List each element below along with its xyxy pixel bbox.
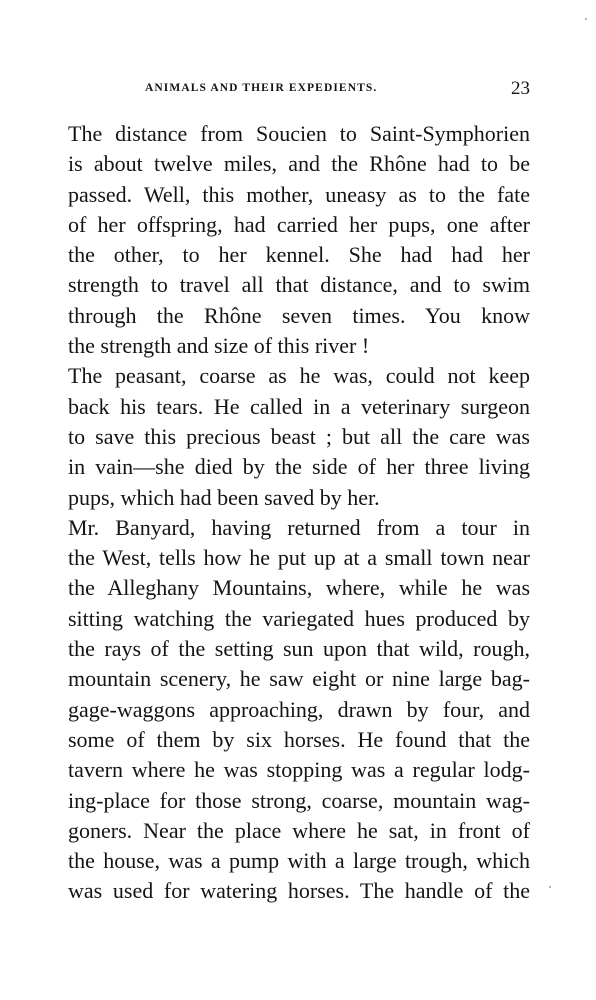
- text-line: to save this precious beast ; but all the care was: [68, 423, 530, 449]
- text-line: the West, tells how he put up at a small town near: [68, 545, 530, 571]
- text-line: back his tears. He called in a veterinary surgeon: [68, 393, 530, 419]
- running-title: ANIMALS AND THEIR EXPEDIENTS.: [145, 82, 378, 94]
- text-line: The distance from Soucien to Saint-Symphorien: [68, 121, 530, 146]
- text-line: through the Rhône seven times. You know: [68, 302, 530, 328]
- page-number: 23: [511, 78, 530, 99]
- text-line: gage-waggons approaching, drawn by four, and: [68, 696, 530, 722]
- text-line: the Alleghany Mountains, where, while he was: [68, 575, 530, 601]
- running-head: [68, 78, 530, 102]
- text-line: passed. Well, this mother, uneasy as to the fate: [68, 181, 530, 207]
- text-line: sitting watching the variegated hues produced by: [68, 605, 530, 631]
- text-line: the house, was a pump with a large trough, which: [68, 848, 530, 874]
- text-line: The peasant, coarse as he was, could not keep: [68, 363, 530, 389]
- text-line: the rays of the setting sun upon that wild, rough,: [68, 636, 530, 662]
- body-text: [68, 119, 530, 907]
- text-line: is about twelve miles, and the Rhône had to be: [68, 151, 530, 177]
- text-line: ing-place for those strong, coarse, mountain wag-: [68, 787, 530, 813]
- text-line: of her offspring, had carried her pups, one after: [68, 211, 530, 237]
- paper-speck: [549, 886, 551, 888]
- text-line: some of them by six horses. He found that the: [68, 726, 530, 752]
- text-line: the strength and size of this river !: [68, 333, 370, 359]
- text-line: strength to travel all that distance, and to swim: [68, 272, 530, 298]
- paper-speck: [585, 18, 587, 20]
- text-line: mountain scenery, he saw eight or nine large bag-: [68, 666, 530, 692]
- text-line: pups, which had been saved by her.: [68, 484, 380, 510]
- text-line: was used for watering horses. The handle of the: [68, 878, 530, 904]
- text-line: the other, to her kennel. She had had her: [68, 242, 530, 268]
- text-line: in vain—she died by the side of her three living: [68, 454, 530, 480]
- text-line: tavern where he was stopping was a regular lodg-: [68, 757, 530, 783]
- text-line: Mr. Banyard, having returned from a tour in: [68, 514, 530, 540]
- text-line: goners. Near the place where he sat, in front of: [68, 817, 530, 843]
